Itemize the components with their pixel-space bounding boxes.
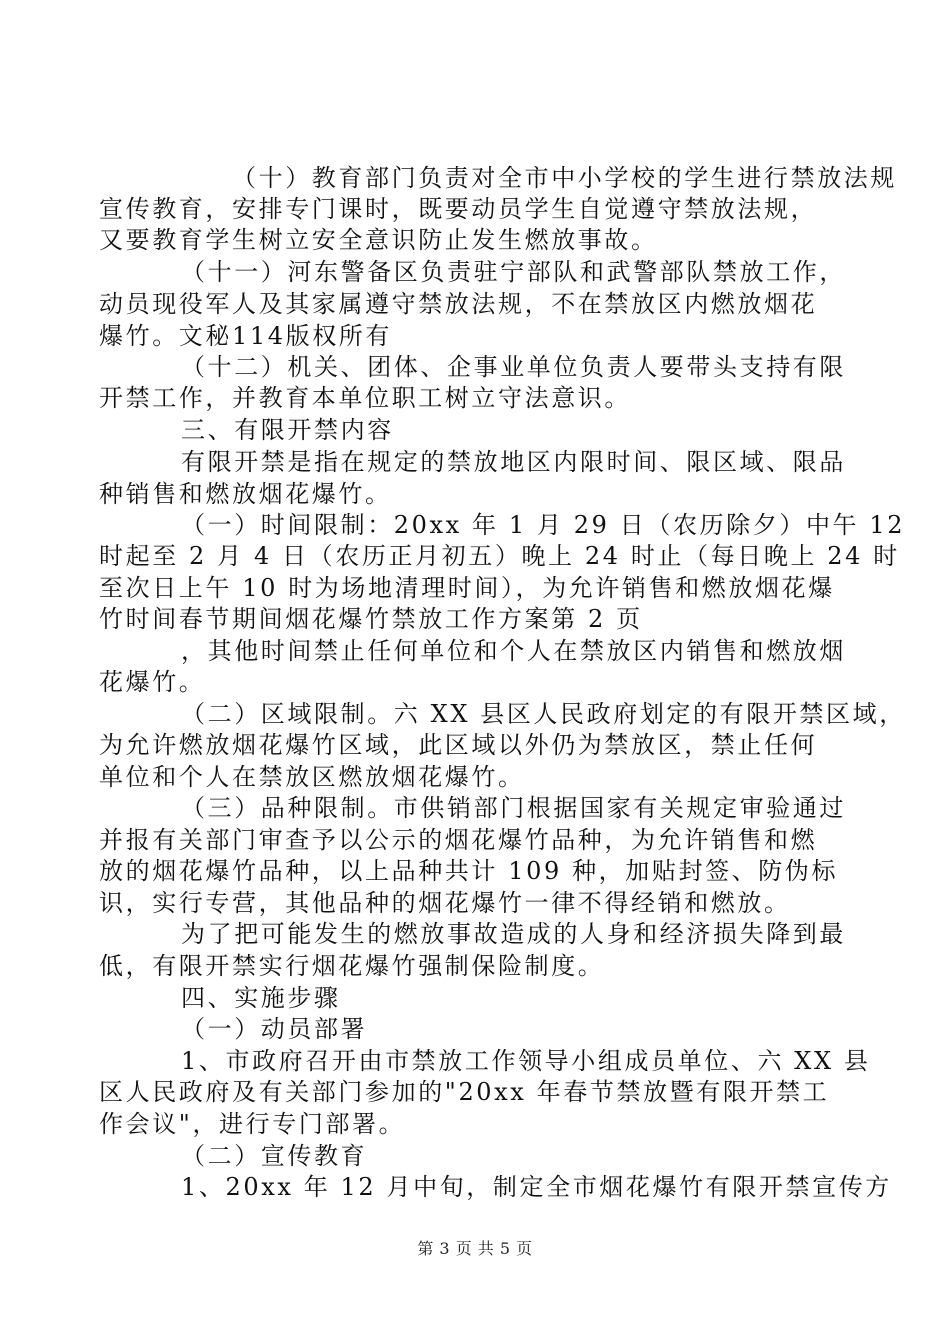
paragraph-line: 识，实行专营，其他品种的烟花爆竹一律不得经销和燃放。 xyxy=(99,889,791,917)
paragraph-line: 宣传教育，安排专门课时，既要动员学生自觉遵守禁放法规， xyxy=(99,195,818,223)
paragraph-line: 竹时间春节期间烟花爆竹禁放工作方案第 2 页 xyxy=(99,605,643,633)
paragraph-line: 低，有限开禁实行烟花爆竹强制保险制度。 xyxy=(99,952,605,980)
paragraph-line: 单位和个人在禁放区燃放烟花爆竹。 xyxy=(99,763,525,791)
paragraph-line: （三）品种限制。市供销部门根据国家有关规定审验通过 xyxy=(181,794,846,822)
page-footer: 第 3 页 共 5 页 xyxy=(417,1239,533,1258)
paragraph-line: 爆竹。文秘114版权所有 xyxy=(99,322,393,350)
paragraph-line: （十二）机关、团体、企事业单位负责人要带头支持有限 xyxy=(181,353,846,381)
paragraph-line: （十一）河东警备区负责驻宁部队和武警部队禁放工作， xyxy=(181,258,846,286)
paragraph-line: 种销售和燃放烟花爆竹。 xyxy=(99,480,392,508)
paragraph-line: 区人民政府及有关部门参加的"20xx 年春节禁放暨有限开禁工 xyxy=(99,1078,830,1106)
paragraph-line: 1、市政府召开由市禁放工作领导小组成员单位、六 XX 县 xyxy=(181,1047,871,1075)
paragraph-line: 并报有关部门审查予以公示的烟花爆竹品种，为允许销售和燃 xyxy=(99,826,818,854)
paragraph-line: （一）时间限制：20xx 年 1 月 29 日（农历除夕）中午 12 xyxy=(181,511,906,539)
paragraph-line: （十）教育部门负责对全市中小学校的学生进行禁放法规 xyxy=(232,164,897,192)
paragraph-line: 1、20xx 年 12 月中旬，制定全市烟花爆竹有限开禁宣传方 xyxy=(181,1173,892,1201)
paragraph-line: （二）宣传教育 xyxy=(181,1142,368,1170)
paragraph-line: 时起至 2 月 4 日（农历正月初五）晚上 24 时止（每日晚上 24 时 xyxy=(99,542,900,570)
paragraph-line: 四、实施步骤 xyxy=(181,984,341,1012)
paragraph-line: （二）区域限制。六 XX 县区人民政府划定的有限开禁区域， xyxy=(181,700,906,728)
paragraph-line: 动员现役军人及其家属遵守禁放法规，不在禁放区内燃放烟花 xyxy=(99,290,818,318)
paragraph-line: 花爆竹。 xyxy=(99,668,206,696)
paragraph-line: 开禁工作，并教育本单位职工树立守法意识。 xyxy=(99,384,631,412)
paragraph-line: 作会议"，进行专门部署。 xyxy=(99,1110,406,1138)
paragraph-line: ，其他时间禁止任何单位和个人在禁放区内销售和燃放烟 xyxy=(181,637,846,665)
paragraph-line: 有限开禁是指在规定的禁放地区内限时间、限区域、限品 xyxy=(181,448,846,476)
paragraph-line: 为允许燃放烟花爆竹区域，此区域以外仍为禁放区，禁止任何 xyxy=(99,731,818,759)
paragraph-line: 至次日上午 10 时为场地清理时间），为允许销售和燃放烟花爆 xyxy=(99,574,835,602)
paragraph-line: 三、有限开禁内容 xyxy=(181,416,394,444)
paragraph-line: （一）动员部署 xyxy=(181,1015,368,1043)
paragraph-line: 又要教育学生树立安全意识防止发生燃放事故。 xyxy=(99,226,658,254)
paragraph-line: 为了把可能发生的燃放事故造成的人身和经济损失降到最 xyxy=(181,920,846,948)
paragraph-line: 放的烟花爆竹品种，以上品种共计 109 种，加贴封签、防伪标 xyxy=(99,857,839,885)
